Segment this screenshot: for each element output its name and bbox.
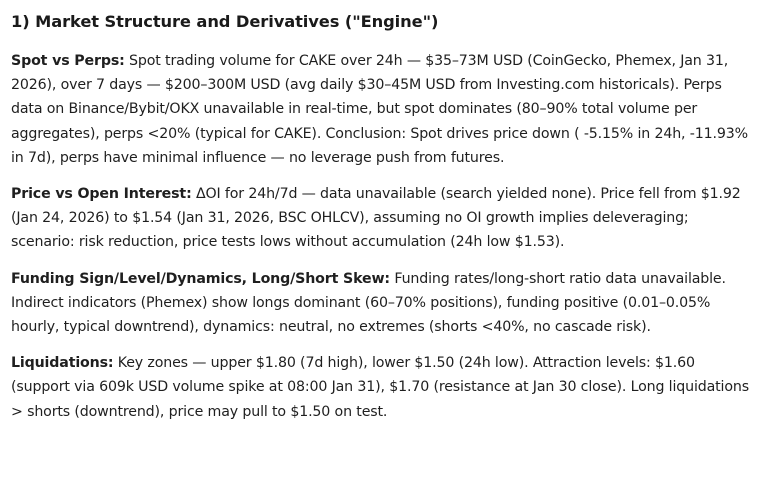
paragraph-liquidations [11, 351, 750, 424]
paragraph-lead: Spot vs Perps: [11, 53, 125, 69]
paragraph-body: ΔOI for 24h/7d — data unavailable (search yielded none). Price fell from $1.92 (Jan 24, 2026) to $1.54 (Jan 31, 2026, BSC OHLCV), assuming no OI growth implies deleveraging; scenario: risk reduction, price tests lows without accumulation (24h low $1.53). [11, 186, 741, 251]
paragraph-body: Key zones — upper $1.80 (7d high), lower $1.50 (24h low). Attraction levels: $1.60 (support via 609k USD volume spike at 08:00 Jan 31), $1.70 (resistance at Jan 30 close). Long liquidations > shorts (downtrend), price may pull to $1.50 on test. [11, 355, 749, 420]
paragraph-funding [11, 267, 750, 340]
paragraph-spot-vs-perps [11, 49, 750, 170]
paragraph-lead: Funding Sign/Level/Dynamics, Long/Short Skew: [11, 270, 390, 287]
paragraph-body: Funding rates/long-short ratio data unavailable. Indirect indicators (Phemex) show longs dominant (60–70% positions), funding positive (0.01–0.05% hourly, typical downtrend), dynamics: neutral, no extremes (shorts <40%, no cascade risk). [11, 270, 726, 336]
paragraph-lead: Price vs Open Interest: [11, 186, 192, 203]
paragraph-body: Spot trading volume for CAKE over 24h — $35–73M USD (CoinGecko, Phemex, Jan 31, 2026), over 7 days — $200–300M USD (avg daily $30–45M USD from Investing.com historicals). Perps data on Binance/Bybit/OKX unavailable in real-time, but spot dominates (80–90% total volume per aggregates), perps <20% (typical for CAKE). Conclusion: Spot drives price down ( -5.15% in 24h, -11.93% in 7d), perps have minimal influence — no leverage push from futures. [11, 53, 748, 166]
section-heading: 1) Market Structure and Derivatives ("Engine") [11, 12, 439, 31]
paragraph-lead: Liquidations: [11, 355, 114, 372]
paragraph-price-vs-oi [11, 182, 750, 255]
